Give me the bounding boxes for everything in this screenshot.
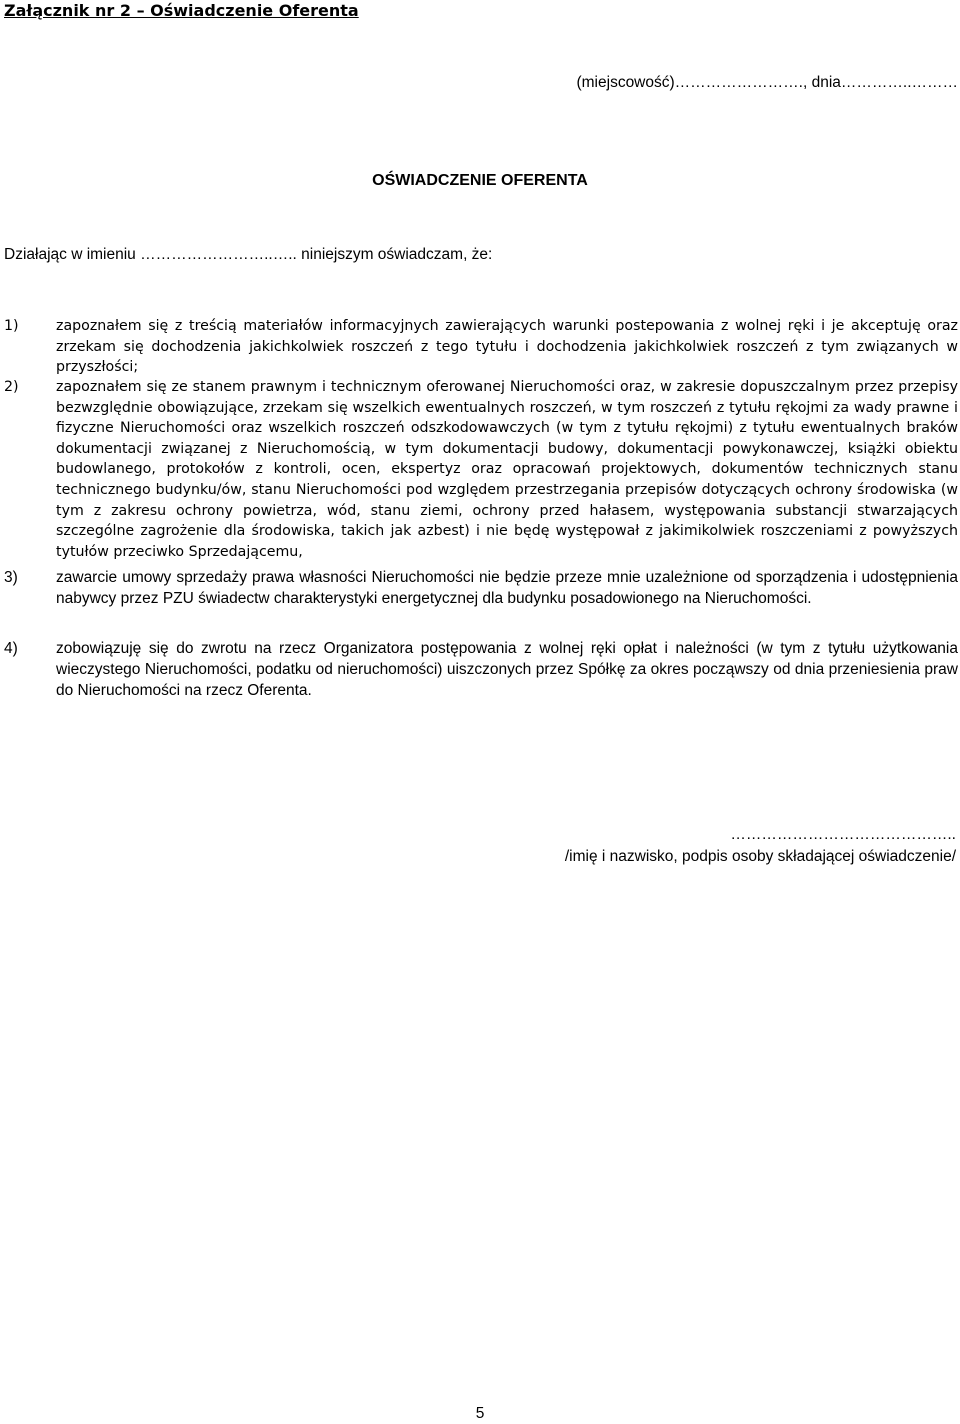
item-number: 3) xyxy=(4,569,18,586)
statement-item-1 xyxy=(4,316,958,378)
item-number: 2) xyxy=(4,379,19,395)
statement-item-2 xyxy=(4,377,958,560)
item-number: 4) xyxy=(4,640,18,657)
acting-on-behalf-line: Działając w imieniu ……………………..….. niniejszym oświadczam, że: xyxy=(4,246,493,263)
statement-item-3 xyxy=(4,567,958,629)
attachment-header: Załącznik nr 2 – Oświadczenie Oferenta xyxy=(4,1,359,20)
signature-dots: …………………………………….. xyxy=(730,826,956,843)
item-text: zobowiązuję się do zwrotu na rzecz Organizatora postępowania z wolnej ręki opłat i należności (w tym z tytułu użytkowania wieczystego Nieruchomości, podatku od nieruchomości) uiszczonych przez Spółkę za okres począwszy od dnia przeniesienia praw do Nieruchomości na rzecz Oferenta. xyxy=(56,640,958,699)
document-title: OŚWIADCZENIE OFERENTA xyxy=(372,172,588,189)
page-number: 5 xyxy=(475,1405,485,1422)
item-text: zapoznałem się ze stanem prawnym i technicznym oferowanej Nieruchomości oraz, w zakresie dopuszczalnym przez przepisy bezwzględnie obowiązujące, zrzekam się wszelkich ewentualnych roszczeń, w tym roszczeń z tytułu rękojmi za wady prawne i fizyczne Nieruchomości oraz wszelkich roszczeń odszkodowawczych (w tym z tytułu rękojmi) z tytułu ewentualnych braków dokumentacji związanej z Nieruchomością, w tym dokumentacji budowy, dokumentacji powykonawczej, książki obiektu budowlanego, protokołów z kontroli, ocen, ekspertyz oraz opracowań projektowych, dokumentów technicznych stanu technicznego budynku/ów, stanu Nieruchomości pod względem przestrzegania przepisów dotyczących ochrony środowiska (w tym z zakresu ochrony powietrza, wód, stanu ziemi, ochrony przed hałasem, występowania substancji stwarzających szczególne zagrożenie dla środowiska, takich jak azbest) i nie będę występował z jakimikolwiek roszczeniami z powyższych tytułów przeciwko Sprzedającemu, xyxy=(56,379,958,560)
place-date-line: (miejscowość)……………………., dnia…………..……… xyxy=(576,74,958,91)
statement-item-4 xyxy=(4,638,958,700)
item-number: 1) xyxy=(4,318,19,334)
item-text: zawarcie umowy sprzedaży prawa własności Nieruchomości nie będzie przeze mnie uzależnione od sporządzenia i udostępnienia nabywcy przez PZU świadectw charakterystyki energetycznej dla budynku posadowionego na Nieruchomości. xyxy=(56,569,958,607)
item-text: zapoznałem się z treścią materiałów informacyjnych zawierających warunki postepowania z wolnej ręki i je akceptuję oraz zrzekam się dochodzenia jakichkolwiek roszczeń z tego tytułu i dochodzenia jakichkolwiek roszczeń z tym związanych w przyszłości; xyxy=(56,318,958,376)
signature-caption: /imię i nazwisko, podpis osoby składającej oświadczenie/ xyxy=(564,848,956,865)
